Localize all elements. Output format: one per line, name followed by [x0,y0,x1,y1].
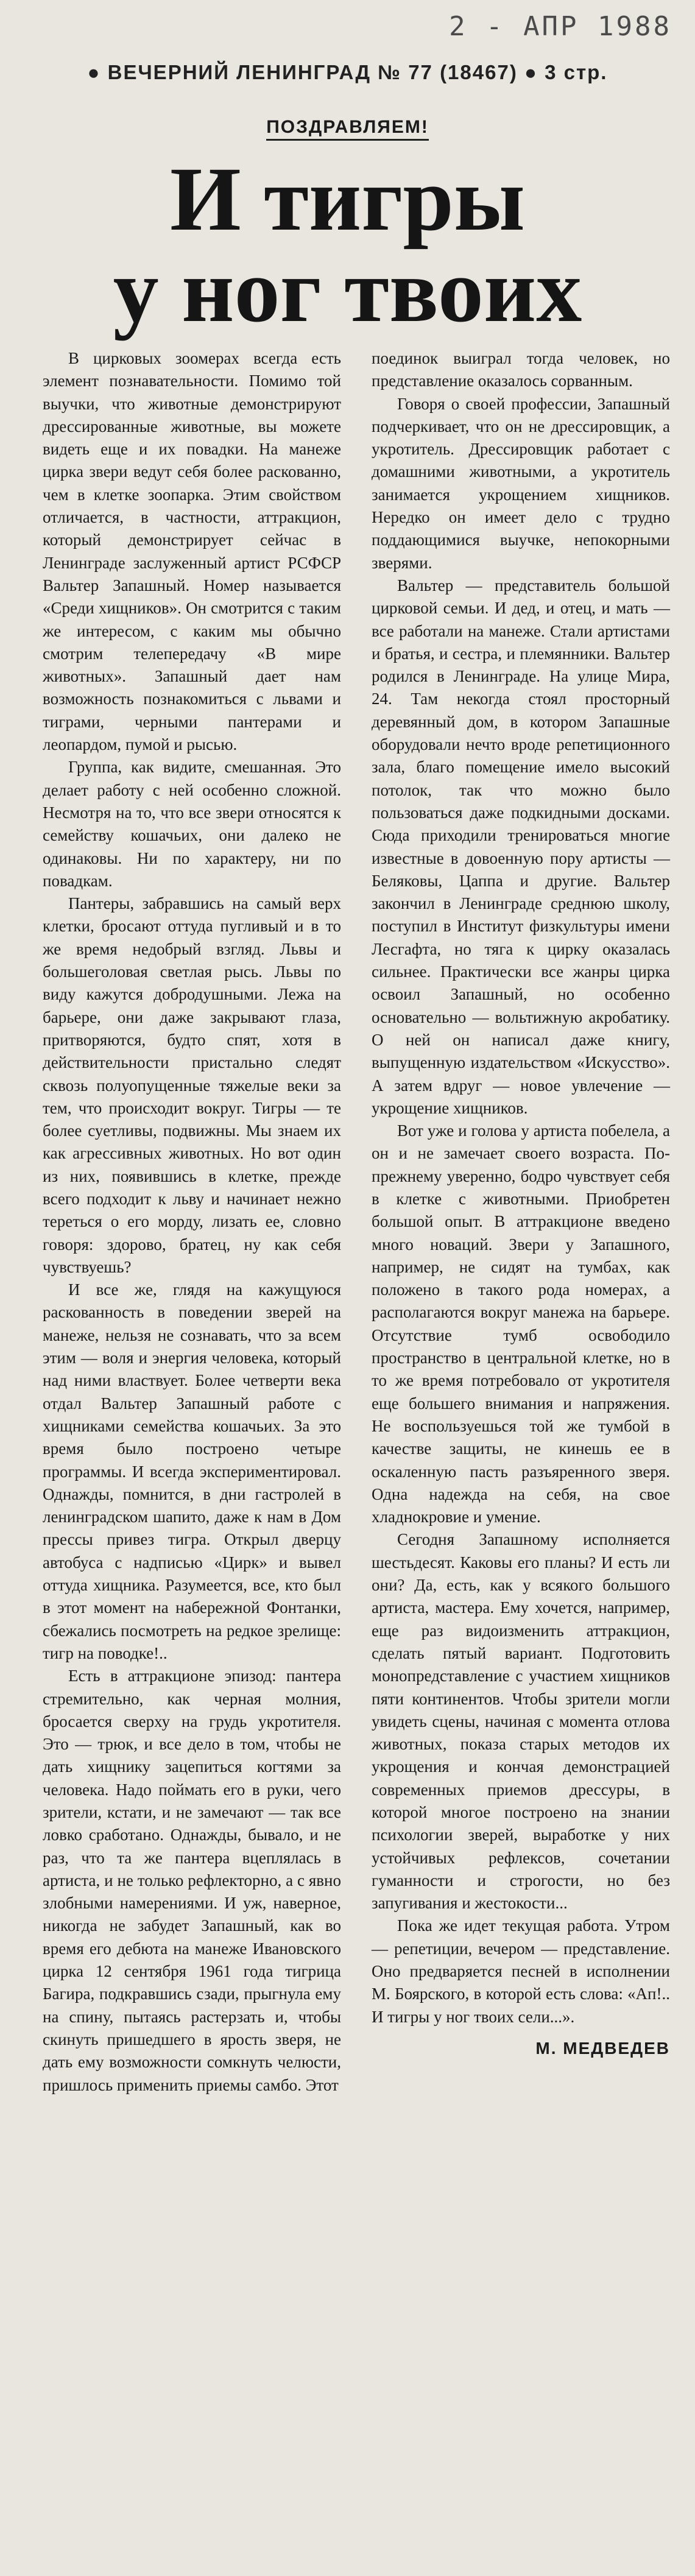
date-stamp: 2 - АПР 1988 [449,11,672,42]
paragraph: И все же, глядя на кажущуюся раскованность в поведении зверей на манеже, нельзя не сознавать, что за всем этим — воля и энергия человека, который над ними властвует. Более четверти века отдал Вальтер Запашный работе с хищниками семейства кошачьих. За это время было построено четыре программы. И всегда экспериментировал. Однажды, помнится, в дни гастролей в ленинградском шапито, даже к нам в Дом прессы привез тигра. Открыл дверцу автобуса с надписью «Цирк» и вывел оттуда хищника. Разумеется, все, кто был в этот момент на набережной Фонтанки, сбежались посмотреть на редкое зрелище: тигр на поводке!.. [43,1280,341,1662]
paragraph: Есть в аттракционе эпизод: пантера стремительно, как черная молния, бросается сверху на грудь укротителя. Это — трюк, и все дело в том, чтобы не дать хищнику зацепиться когтями за человека. Надо поймать его в руки, чего зрители, кстати, и не замечают — так все ловко сработано. Однажды, бывало, и не раз, что та же пантера вцеплялась в артиста, и не только рефлекторно, а с явно злобными намерениями. И уж, наверное, никогда не забудет Запашный, как во время его дебюта на манеже Ивановского цирка 12 сентября 1961 года тигрица Багира, подкравшись сзади, прыгнула ему на спину, пытаясь растерзать и, чтобы скинуть пришедшего в ярость зверя, не дать ему возможности сомкнуть челюсти, пришлось применить приемы самбо. Этот [43,1667,341,2094]
paragraph: В цирковых зоомерах всегда есть элемент познавательности. Помимо той выучки, что животные демонстрируют дрессированные животные, вы можете видеть еще и их повадки. На манеже цирка звери ведут себя более раскованно, чем в клетке зоопарка. Этим свойством отличается, в частности, аттракцион, который демонстрирует сейчас в Ленинграде заслуженный артист РСФСР Вальтер Запашный. Номер называется «Среди хищников». Он смотрится с таким же интересом, с каким мы обычно смотрим телепередачу «В мире животных». Запашный дает нам возможность познакомиться с львами и тиграми, черными пантерами и леопардом, пумой и рысью. [43,349,341,754]
paragraph: Сегодня Запашному исполняется шестьдесят. Каковы его планы? И есть ли они? Да, есть, как у всякого большого артиста, мастера. Ему хочется, например, еще раз видоизменить аттракцион, сделать пятый вариант. Подготовить монопредставление с участием хищников пяти континентов. Чтобы зрители могли увидеть сцены, начиная с момента отлова животных, показа старых методов их укрощения и кончая демонстрацией современных приемов дрессуры, в которой многое построено на знании психологии зверей, выработке у них устойчивых рефлексов, сочетании гуманности и строгости, но без запугивания и жестокости... [372,1530,670,1913]
paragraph: Вальтер — представитель большой цирковой семьи. И дед, и отец, и мать — все работали на манеже. Стали артистами и братья, и сестра, и племянники. Вальтер родился в Ленинграде. На улице Мира, 24. Там некогда стоял просторный деревянный дом, в котором Запашные оборудовали нечто вроде репетиционного зала, благо помещение имело высокий потолок, так что можно было пользоваться даже подкидными досками. Сюда приходили тренироваться многие известные в довоенную пору артисты — Беляковы, Цаппа и другие. Вальтер закончил в Ленинграде среднюю школу, поступил в Институт физкультуры имени Лесгафта, но тяга к цирку оказалась сильнее. Практически все жанры цирка освоил Запашный, но особенно основательно — вольтижную акробатику. О ней он написал даже книгу, выпущенную издательством «Искусство». А затем вдруг — новое увлечение — укрощение хищников. [372,576,670,1117]
paragraph: Группа, как видите, смешанная. Это делает работу с ней особенно сложной. Несмотря на то, что все звери относятся к семейству кошачьих, они далеко не одинаковы. Ни по характеру, ни по повадкам. [43,758,341,890]
column-right [372,347,670,2564]
column-left [43,347,341,2564]
byline: М. МЕДВЕДЕВ [535,2038,670,2058]
masthead: ● ВЕЧЕРНИЙ ЛЕНИНГРАД № 77 (18467) ● 3 стр. [87,61,608,83]
article-body [43,347,670,2564]
headline-line-2: у ног твоих [113,240,582,341]
headline [0,149,695,341]
headline-line-1: И тигры [170,149,525,250]
paragraph: Пантеры, забравшись на самый верх клетки, бросают оттуда пугливый и в то же время недобрый взгляд. Львы и большеголовая светлая рысь. Львы по виду кажутся добродушными. Лежа на барьере, они даже закрывают глаза, притворяются, будто спят, хотя в действительности пристально следят сквозь полуопущенные тяжелые веки за тем, что происходит вокруг. Тигры — те более суетливы, подвижны. Мы знаем их как агрессивных животных. Но вот один из них, появившись в клетке, прежде всего подходит к льву и начинает нежно тереться о его морду, лизать ее, словно говоря: здорово, братец, ну как себя чувствуешь? [43,894,341,1276]
rubric-label: ПОЗДРАВЛЯЕМ! [266,117,429,141]
paragraph: Говоря о своей профессии, Запашный подчеркивает, что он не дрессировщик, а укротитель. Дрессировщик работает с домашними животными, а укротитель занимается укрощением хищников. Нередко он имеет дело с трудно поддающимися выучке, непокорными зверями. [372,394,670,572]
rubric [0,117,695,138]
paragraph: Вот уже и голова у артиста побелела, а он и не замечает своего возраста. По-прежнему уверенно, бодро чувствует себя в клетке с животными. Приобретен большой опыт. В аттракционе введено много новаций. Звери у Запашного, например, не сидят на тумбах, как положено в такого рода номерах, а располагаются вокруг манежа на барьере. Отсутствие тумб освободило пространство в центральной клетке, но в то же время потребовало от укротителя еще большего внимания и напряжения. Не воспользуешься той же тумбой в качестве защиты, не кинешь ее в оскаленную пасть разъяренного зверя. Одна надежда на себя, на свое хладнокровие и умение. [372,1121,670,1526]
paragraph: поединок выиграл тогда человек, но представление оказалось сорванным. [372,349,670,390]
paragraph: Пока же идет текущая работа. Утром — репетиции, вечером — представление. Оно предваряется песней в исполнении М. Боярского, в которой есть слова: «Ап!.. И тигры у ног твоих сели...». [372,1916,670,2026]
